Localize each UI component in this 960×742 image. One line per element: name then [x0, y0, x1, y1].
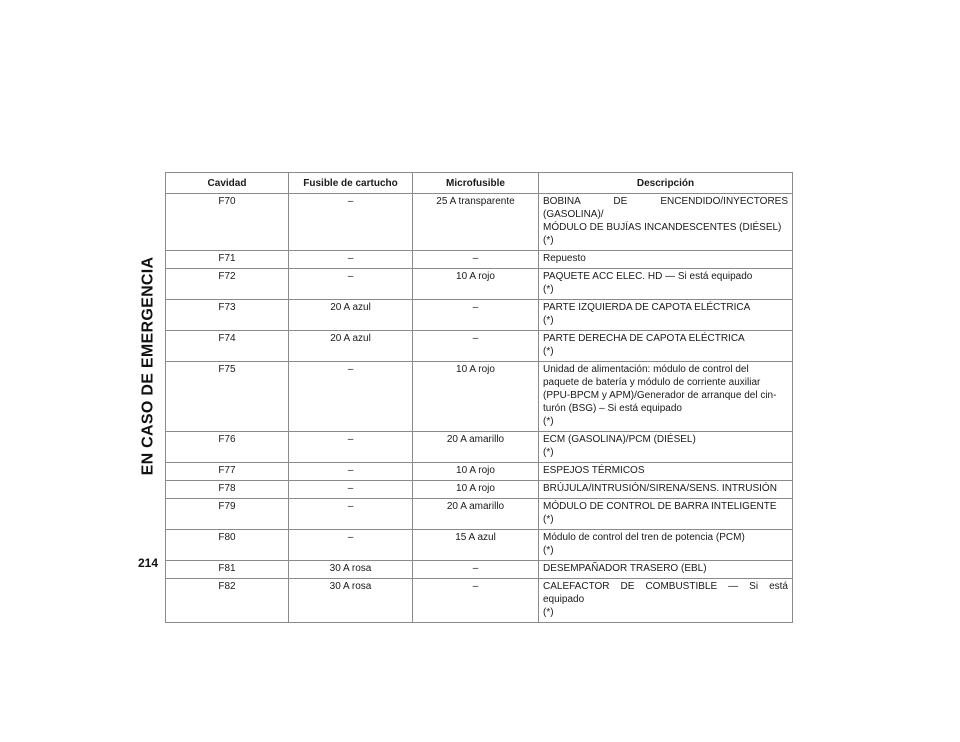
- table-row: [166, 579, 793, 623]
- table-row: [166, 481, 793, 499]
- cartridge-fuse-cell: –: [289, 481, 413, 499]
- description-cell: [539, 530, 793, 561]
- table-row: [166, 300, 793, 331]
- cavity-cell: F73: [166, 300, 289, 331]
- description-cell: [539, 481, 793, 499]
- description-line: (*): [543, 284, 554, 295]
- description-line: (PPU-BPCM y APM)/Generador de arranque del cin-: [543, 390, 777, 401]
- section-side-tab: [138, 172, 158, 560]
- cavity-cell: F70: [166, 194, 289, 251]
- section-title: EN CASO DE EMERGENCIA: [139, 256, 156, 476]
- description-line: DESEMPAÑADOR TRASERO (EBL): [543, 563, 707, 574]
- table-row: [166, 331, 793, 362]
- description-cell: [539, 331, 793, 362]
- microfuse-cell: 10 A rojo: [413, 481, 539, 499]
- cavity-cell: F79: [166, 499, 289, 530]
- description-cell: [539, 579, 793, 623]
- description-line: MÓDULO DE BUJÍAS INCANDESCENTES (DIÉSEL): [543, 222, 782, 233]
- cavity-cell: F81: [166, 561, 289, 579]
- description-line: PAQUETE ACC ELEC. HD — Si está equipado: [543, 271, 753, 282]
- cartridge-fuse-cell: 20 A azul: [289, 300, 413, 331]
- table-row: [166, 251, 793, 269]
- description-line: Módulo de control del tren de potencia (PCM): [543, 532, 745, 543]
- description-line: (*): [543, 447, 554, 458]
- description-line: (*): [543, 607, 554, 618]
- cartridge-fuse-cell: –: [289, 269, 413, 300]
- cavity-cell: F82: [166, 579, 289, 623]
- table-row: [166, 463, 793, 481]
- description-line: (*): [543, 545, 554, 556]
- cavity-cell: F74: [166, 331, 289, 362]
- cartridge-fuse-cell: –: [289, 432, 413, 463]
- microfuse-cell: –: [413, 331, 539, 362]
- description-line: ECM (GASOLINA)/PCM (DIÉSEL): [543, 434, 696, 445]
- description-line: ESPEJOS TÉRMICOS: [543, 465, 645, 476]
- cartridge-fuse-cell: 20 A azul: [289, 331, 413, 362]
- cartridge-fuse-cell: –: [289, 194, 413, 251]
- table-row: [166, 530, 793, 561]
- fuse-table: [165, 172, 793, 623]
- description-line: PARTE DERECHA DE CAPOTA ELÉCTRICA: [543, 333, 745, 344]
- description-cell: [539, 300, 793, 331]
- description-cell: [539, 432, 793, 463]
- header-microfuse: Microfusible: [413, 173, 539, 194]
- description-cell: [539, 194, 793, 251]
- page-number: 214: [138, 556, 159, 570]
- cartridge-fuse-cell: –: [289, 463, 413, 481]
- description-cell: [539, 251, 793, 269]
- description-line: (*): [543, 416, 554, 427]
- description-cell: [539, 499, 793, 530]
- description-cell: [539, 269, 793, 300]
- microfuse-cell: –: [413, 300, 539, 331]
- header-description: Descripción: [539, 173, 793, 194]
- cartridge-fuse-cell: –: [289, 362, 413, 432]
- microfuse-cell: 10 A rojo: [413, 269, 539, 300]
- description-line: CALEFACTOR DE COMBUSTIBLE — Si está equipado: [543, 581, 788, 605]
- description-cell: [539, 362, 793, 432]
- table-row: [166, 362, 793, 432]
- microfuse-cell: –: [413, 579, 539, 623]
- description-line: BOBINA DE ENCENDIDO/INYECTORES (GASOLINA)/: [543, 196, 788, 220]
- cartridge-fuse-cell: –: [289, 251, 413, 269]
- microfuse-cell: 10 A rojo: [413, 463, 539, 481]
- description-line: (*): [543, 514, 554, 525]
- header-cartridge-fuse: Fusible de cartucho: [289, 173, 413, 194]
- description-line: turón (BSG) – Si está equipado: [543, 403, 682, 414]
- description-line: BRÚJULA/INTRUSIÓN/SIRENA/SENS. INTRUSIÓN: [543, 483, 777, 494]
- cavity-cell: F72: [166, 269, 289, 300]
- description-line: (*): [543, 346, 554, 357]
- description-line: Repuesto: [543, 253, 586, 264]
- cavity-cell: F76: [166, 432, 289, 463]
- table-row: [166, 561, 793, 579]
- description-cell: [539, 561, 793, 579]
- table-row: [166, 432, 793, 463]
- cavity-cell: F77: [166, 463, 289, 481]
- table-body: [166, 194, 793, 623]
- cavity-cell: F80: [166, 530, 289, 561]
- table-row: [166, 269, 793, 300]
- cartridge-fuse-cell: 30 A rosa: [289, 579, 413, 623]
- cartridge-fuse-cell: 30 A rosa: [289, 561, 413, 579]
- table-row: [166, 194, 793, 251]
- cavity-cell: F75: [166, 362, 289, 432]
- cavity-cell: F78: [166, 481, 289, 499]
- microfuse-cell: –: [413, 251, 539, 269]
- header-cavity: Cavidad: [166, 173, 289, 194]
- description-line: paquete de batería y módulo de corriente auxiliar: [543, 377, 761, 388]
- microfuse-cell: 25 A transparente: [413, 194, 539, 251]
- description-line: MÓDULO DE CONTROL DE BARRA INTELIGENTE: [543, 501, 777, 512]
- microfuse-cell: 20 A amarillo: [413, 432, 539, 463]
- cavity-cell: F71: [166, 251, 289, 269]
- description-line: (*): [543, 315, 554, 326]
- description-line: Unidad de alimentación: módulo de control del: [543, 364, 749, 375]
- description-line: (*): [543, 235, 554, 246]
- cartridge-fuse-cell: –: [289, 499, 413, 530]
- microfuse-cell: –: [413, 561, 539, 579]
- cartridge-fuse-cell: –: [289, 530, 413, 561]
- microfuse-cell: 10 A rojo: [413, 362, 539, 432]
- description-line: PARTE IZQUIERDA DE CAPOTA ELÉCTRICA: [543, 302, 751, 313]
- table-row: [166, 499, 793, 530]
- microfuse-cell: 15 A azul: [413, 530, 539, 561]
- table-header-row: [166, 173, 793, 194]
- microfuse-cell: 20 A amarillo: [413, 499, 539, 530]
- description-cell: [539, 463, 793, 481]
